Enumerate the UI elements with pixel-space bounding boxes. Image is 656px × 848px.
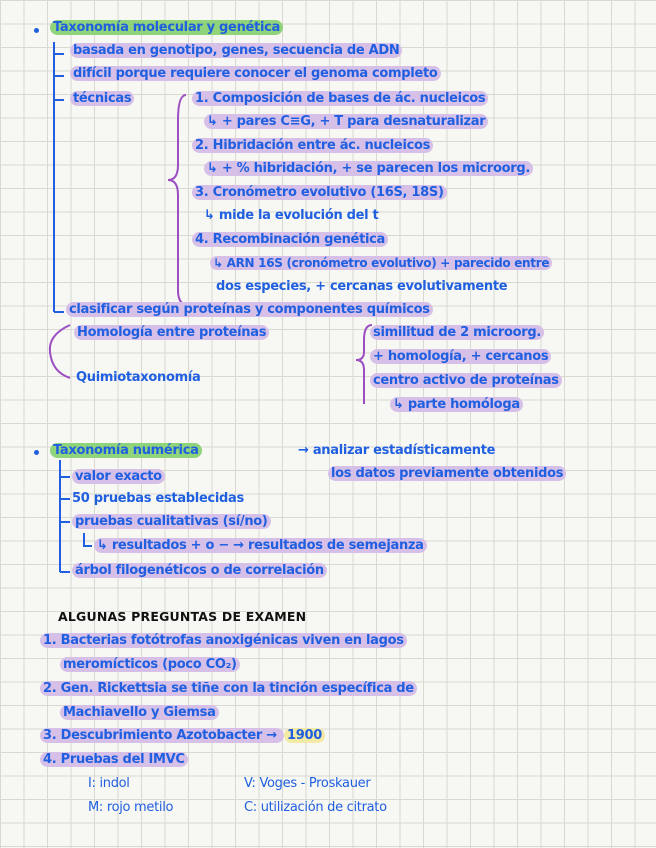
homology-detail-3: centro activo de proteínas	[370, 373, 562, 388]
homology-detail-2: + homología, + cercanos	[370, 349, 551, 364]
exam-q1-line2: meromícticos (poco CO₂)	[60, 657, 240, 672]
section2-item-4: árbol filogenéticos o de correlación	[72, 563, 327, 578]
technique-3-detail: ↳ mide la evolución del t	[204, 208, 379, 223]
exam-q2-line1: 2. Gen. Rickettsia se tiñe con la tinción específica de	[40, 681, 417, 696]
exam-q4: 4. Pruebas del IMVC	[40, 752, 188, 767]
imvc-m: M: rojo metilo	[88, 800, 174, 815]
section2-item-3: pruebas cualitativas (sí/no)	[72, 514, 271, 529]
imvc-i: I: indol	[88, 776, 130, 791]
technique-4: 4. Recombinación genética	[192, 232, 388, 247]
technique-2: 2. Hibridación entre ác. nucleicos	[192, 138, 433, 153]
section1-title: Taxonomía molecular y genética	[50, 20, 283, 35]
homology-detail-1: similitud de 2 microorg.	[370, 325, 544, 340]
bullet-section2	[34, 450, 39, 455]
section2-item-1: valor exacto	[72, 469, 165, 484]
homologia-label: Homología entre proteínas	[74, 325, 269, 340]
section2-arrow-text-2: los datos previamente obtenidos	[328, 466, 566, 481]
exam-heading: ALGUNAS PREGUNTAS DE EXAMEN	[58, 609, 307, 624]
technique-2-detail: ↳ + % hibridación, + se parecen los microorg.	[204, 161, 533, 176]
technique-1: 1. Composición de bases de ác. nucleicos	[192, 91, 488, 106]
technique-4-detail-1: ↳ ARN 16S (cronómetro evolutivo) + parecido entre	[210, 256, 552, 270]
section1-clasificar: clasificar según proteínas y componentes químicos	[66, 302, 433, 317]
section2-arrow-text-1: → analizar estadísticamente	[298, 443, 496, 458]
exam-q2-line2: Machiavello y Giemsa	[60, 705, 219, 720]
section1-tecnicas-label: técnicas	[70, 91, 134, 106]
exam-q1-line1: 1. Bacterias fotótrofas anoxigénicas viven en lagos	[40, 633, 407, 648]
technique-1-detail: ↳ + pares C≡G, + T para desnaturalizar	[204, 114, 488, 129]
section1-basada: basada en genotipo, genes, secuencia de ADN	[70, 43, 402, 58]
imvc-c: C: utilización de citrato	[244, 800, 387, 815]
quimiotaxonomia-label: Quimiotaxonomía	[76, 370, 201, 385]
section1-dificil: difícil porque requiere conocer el genoma completo	[70, 66, 441, 81]
section2-item-3-detail: ↳ resultados + o − → resultados de semejanza	[94, 538, 427, 553]
imvc-v: V: Voges - Proskauer	[244, 776, 371, 791]
section2-item-2: 50 pruebas establecidas	[72, 491, 244, 506]
exam-q3: 3. Descubrimiento Azotobacter → 1900	[40, 728, 325, 743]
exam-q3-year: 1900	[284, 728, 325, 743]
technique-3: 3. Cronómetro evolutivo (16S, 18S)	[192, 185, 447, 200]
bullet-section1	[34, 28, 39, 33]
section2-title: Taxonomía numérica	[50, 443, 202, 458]
technique-4-detail-2: dos especies, + cercanas evolutivamente	[216, 279, 508, 294]
homology-detail-4: ↳ parte homóloga	[390, 397, 523, 412]
